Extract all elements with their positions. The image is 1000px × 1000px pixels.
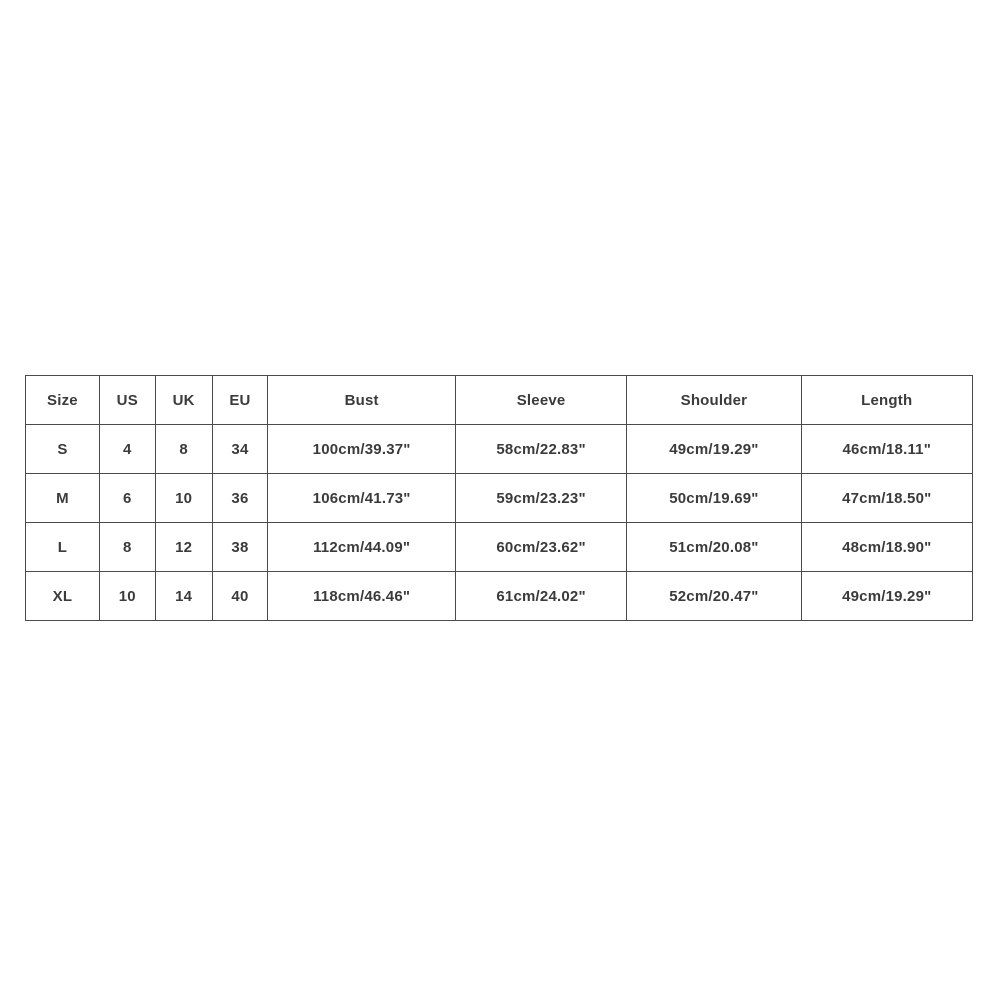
header-cell: Bust <box>268 376 456 425</box>
table-cell: 12 <box>155 523 212 572</box>
table-cell: 4 <box>99 425 155 474</box>
header-cell: US <box>99 376 155 425</box>
table-row <box>26 474 973 523</box>
table-cell: 106cm/41.73" <box>268 474 456 523</box>
table-cell: 112cm/44.09" <box>268 523 456 572</box>
table-cell: 40 <box>212 572 268 621</box>
table-cell: M <box>26 474 100 523</box>
header-row <box>26 376 973 425</box>
size-chart-table <box>25 375 973 621</box>
table-cell: 49cm/19.29" <box>627 425 801 474</box>
header-cell: Sleeve <box>455 376 626 425</box>
table-cell: 49cm/19.29" <box>801 572 972 621</box>
table-cell: 10 <box>99 572 155 621</box>
size-chart-body <box>26 425 973 621</box>
table-cell: 14 <box>155 572 212 621</box>
table-cell: 100cm/39.37" <box>268 425 456 474</box>
table-cell: 34 <box>212 425 268 474</box>
table-cell: 48cm/18.90" <box>801 523 972 572</box>
table-row <box>26 523 973 572</box>
table-cell: 50cm/19.69" <box>627 474 801 523</box>
size-chart-header <box>26 376 973 425</box>
table-cell: 60cm/23.62" <box>455 523 626 572</box>
header-cell: Length <box>801 376 972 425</box>
header-cell: EU <box>212 376 268 425</box>
table-cell: S <box>26 425 100 474</box>
table-cell: 52cm/20.47" <box>627 572 801 621</box>
table-cell: 6 <box>99 474 155 523</box>
table-cell: 58cm/22.83" <box>455 425 626 474</box>
table-cell: XL <box>26 572 100 621</box>
table-cell: 38 <box>212 523 268 572</box>
table-cell: 10 <box>155 474 212 523</box>
header-cell: Size <box>26 376 100 425</box>
table-cell: 118cm/46.46" <box>268 572 456 621</box>
table-cell: L <box>26 523 100 572</box>
table-row <box>26 572 973 621</box>
table-cell: 61cm/24.02" <box>455 572 626 621</box>
table-cell: 36 <box>212 474 268 523</box>
table-cell: 59cm/23.23" <box>455 474 626 523</box>
table-cell: 51cm/20.08" <box>627 523 801 572</box>
table-cell: 8 <box>99 523 155 572</box>
header-cell: Shoulder <box>627 376 801 425</box>
header-cell: UK <box>155 376 212 425</box>
table-cell: 47cm/18.50" <box>801 474 972 523</box>
table-cell: 46cm/18.11" <box>801 425 972 474</box>
table-cell: 8 <box>155 425 212 474</box>
table-row <box>26 425 973 474</box>
